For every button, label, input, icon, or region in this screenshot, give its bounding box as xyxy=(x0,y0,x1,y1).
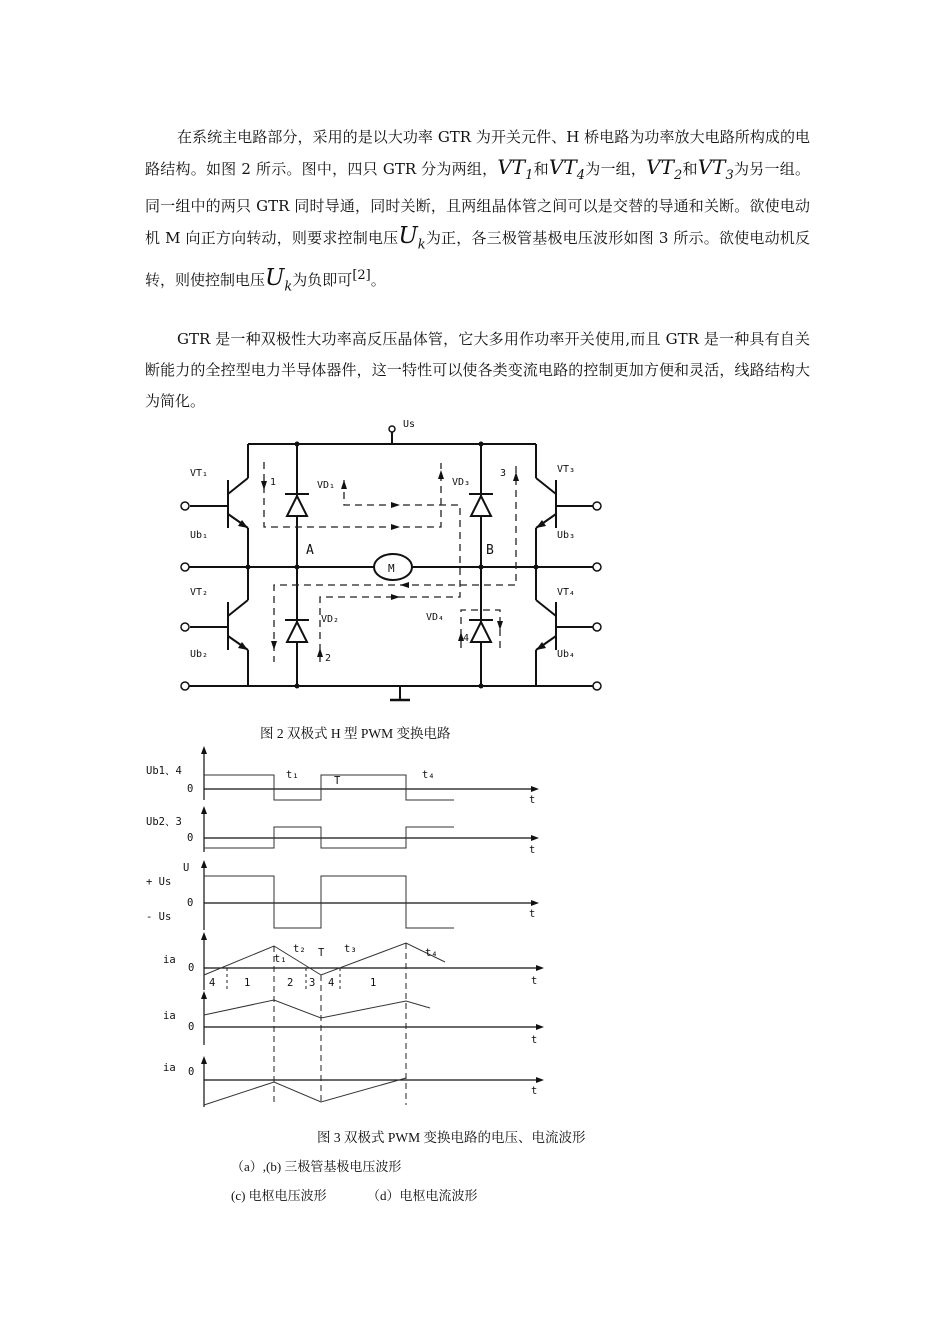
label-path-1: 1 xyxy=(270,477,277,488)
label-T-ia: T xyxy=(318,947,325,959)
text-span: 为另一组。同一组中的两只 GTR 同时导通，同时关断，且两组晶体管之间可以是交替的导通和关断。欲使电动机 M 向正方向转动，则要求控制电压 xyxy=(145,160,810,247)
label-vd2: VD₂ xyxy=(321,614,340,625)
text-span: 为一组， xyxy=(584,160,647,178)
figure-3-sub-d: （d）电枢电流波形 xyxy=(367,1188,478,1203)
math-vt2: $VT_2$ xyxy=(646,155,683,183)
label-t1-top: t₁ xyxy=(286,769,299,781)
math-uk-2: $U_k$ xyxy=(265,264,293,295)
label-plus-us: + Us xyxy=(146,876,172,888)
wave-ia-1 xyxy=(204,943,445,975)
label-t-3: t xyxy=(529,908,536,920)
label-t-1: t xyxy=(529,794,536,806)
us-terminal xyxy=(389,426,395,432)
label-path-3: 3 xyxy=(500,468,507,479)
figure-3-sub-c: (c) 电枢电压波形 xyxy=(231,1188,327,1203)
text-span: 。 xyxy=(370,270,386,289)
label-t-6: t xyxy=(531,1085,538,1097)
label-vd3: VD₃ xyxy=(452,477,471,488)
paragraph-2: GTR 是一种双极性大功率高反压晶体管，它大多用作功率开关使用,而且 GTR 是一种具有自关断能力的全控型电力半导体器件，这一特性可以使各类变流电路的控制更加方便和灵活，线路结构大为简化。 xyxy=(145,330,810,410)
math-vt3: $VT_3$ xyxy=(697,155,734,183)
figure-3-caption: 图 3 双极式 PWM 变换电路的电压、电流波形 xyxy=(317,1130,586,1145)
label-vd4: VD₄ xyxy=(426,612,445,623)
label-vt2: VT₂ xyxy=(190,587,209,598)
text-span: 为正，各三极管基极电压波形如图 3 所示。欲使电动机反转，则使控制电压 xyxy=(145,229,810,289)
wave-ia-3 xyxy=(204,1078,406,1105)
wave-ua xyxy=(204,876,454,928)
label-node-a: A xyxy=(306,543,314,558)
label-ub3: Ub₃ xyxy=(557,530,576,541)
math-vt4: $VT_4$ xyxy=(548,155,585,183)
label-seg-1b: 1 xyxy=(370,977,377,989)
wave-ia-2 xyxy=(204,1000,430,1018)
label-seg-4a: 4 xyxy=(209,977,216,989)
text-span: 为负即可 xyxy=(292,270,353,289)
figure-3-sub-a: （a）,(b) 三极管基极电压波形 xyxy=(231,1159,402,1174)
label-t4-top: t₄ xyxy=(422,769,435,781)
label-ub23: Ub2、3 xyxy=(146,816,182,828)
label-vd1: VD₁ xyxy=(317,480,336,491)
text-span: 和 xyxy=(682,160,698,178)
wave-ub14 xyxy=(204,775,454,800)
label-vt4: VT₄ xyxy=(557,587,576,598)
label-zero-6: 0 xyxy=(188,1066,195,1078)
label-zero-2: 0 xyxy=(187,832,194,844)
label-seg-1a: 1 xyxy=(244,977,251,989)
label-seg-2: 2 xyxy=(287,977,294,989)
label-ub4: Ub₄ xyxy=(557,649,576,660)
text-span: 和 xyxy=(533,160,549,178)
label-seg-3: 3 xyxy=(309,977,316,989)
label-zero-5: 0 xyxy=(188,1021,195,1033)
label-t-2: t xyxy=(529,844,536,856)
label-ia-2: ia xyxy=(163,1010,176,1022)
label-us: Us xyxy=(403,419,416,430)
label-t1-ia: t₁ xyxy=(274,953,287,965)
label-ia-1: ia xyxy=(163,954,176,966)
label-ub1: Ub₁ xyxy=(190,530,209,541)
label-T-top: T xyxy=(334,775,341,787)
label-path-2: 2 xyxy=(325,653,332,664)
math-vt1: $VT_1$ xyxy=(497,155,534,183)
label-vt3: VT₃ xyxy=(557,464,576,475)
label-path-4: 4 xyxy=(463,633,470,644)
figure-2-caption: 图 2 双极式 H 型 PWM 变换电路 xyxy=(260,726,451,741)
label-zero-3: 0 xyxy=(187,897,194,909)
figure-3-waveforms xyxy=(0,740,950,1120)
label-vt1: VT₁ xyxy=(190,468,209,479)
label-ub14: Ub1、4 xyxy=(146,765,182,777)
label-t2-ia: t₂ xyxy=(293,943,306,955)
label-t-4: t xyxy=(531,975,538,987)
label-u: U xyxy=(183,862,190,874)
label-ia-3: ia xyxy=(163,1062,176,1074)
label-motor: M xyxy=(388,562,395,575)
label-minus-us: - Us xyxy=(146,911,172,923)
label-zero-4: 0 xyxy=(188,962,195,974)
math-uk-1: $U_k$ xyxy=(398,223,426,253)
label-t-5: t xyxy=(531,1034,538,1046)
label-zero-1: 0 xyxy=(187,783,194,795)
label-t3-ia: t₃ xyxy=(344,943,357,955)
label-ub2: Ub₂ xyxy=(190,649,209,660)
label-t4-ia: t₄ xyxy=(425,947,438,959)
label-node-b: B xyxy=(486,543,494,558)
label-seg-4b: 4 xyxy=(328,977,335,989)
text-span: 在系统主电路部分，采用的是以大功率 GTR 为开关元件、H 桥电路为功率放大电路所构成的电路结构。如图 2 所示。图中，四只 GTR 分为两组， xyxy=(145,128,810,178)
citation: [2] xyxy=(352,267,371,283)
